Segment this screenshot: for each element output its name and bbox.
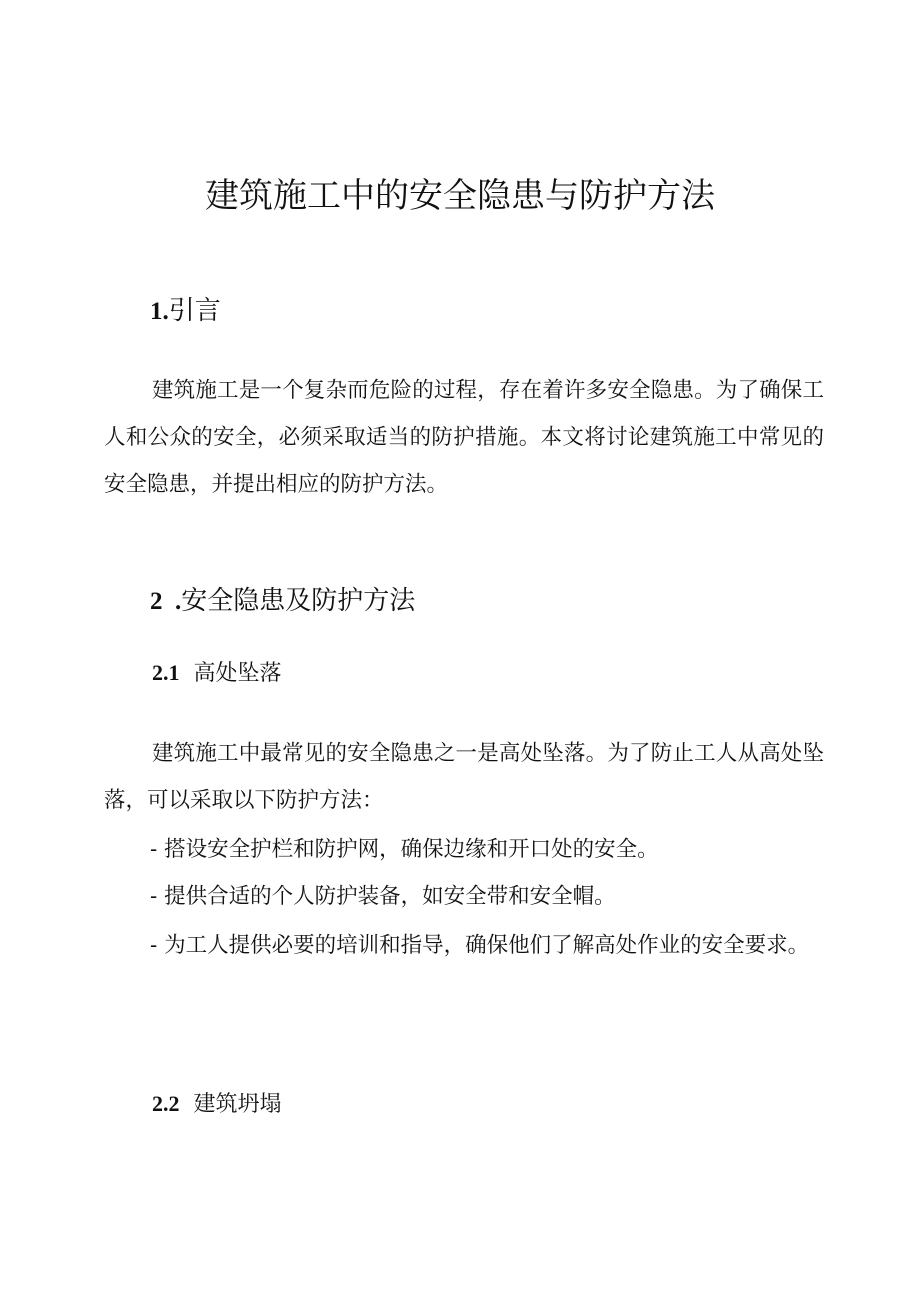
falls-paragraph: 建筑施工中最常见的安全隐患之一是高处坠落。为了防止工人从高处坠落，可以采取以下防护方法：	[104, 741, 824, 813]
section-2-number: 2 .	[150, 588, 182, 615]
section-1-title: 引言	[168, 296, 221, 326]
bullet-item: - 为工人提供必要的培训和指导，确保他们了解高处作业的安全要求。	[150, 933, 810, 958]
section-2-title: 安全隐患及防护方法	[181, 586, 416, 616]
subsection-2-1-heading	[152, 656, 282, 691]
section-1-heading	[150, 291, 221, 332]
subsection-2-2-number: 2.2	[152, 1091, 180, 1116]
bullet-item: - 提供合适的个人防护装备，如安全带和安全帽。	[150, 884, 616, 909]
subsection-2-1-title: 高处坠落	[193, 661, 282, 686]
section-2-heading	[150, 581, 415, 622]
section-1-number: 1.	[150, 298, 169, 325]
subsection-2-2-heading	[152, 1087, 282, 1122]
subsection-2-2-title: 建筑坍塌	[193, 1092, 282, 1117]
subsection-2-1-number: 2.1	[152, 660, 180, 685]
intro-paragraph: 建筑施工是一个复杂而危险的过程，存在着许多安全隐患。为了确保工人和公众的安全，必须采取适当的防护措施。本文将讨论建筑施工中常见的安全隐患，并提出相应的防护方法。	[104, 378, 824, 497]
bullet-item: - 搭设安全护栏和防护网，确保边缘和开口处的安全。	[150, 837, 659, 862]
document-title: 建筑施工中的安全隐患与防护方法	[205, 176, 715, 216]
